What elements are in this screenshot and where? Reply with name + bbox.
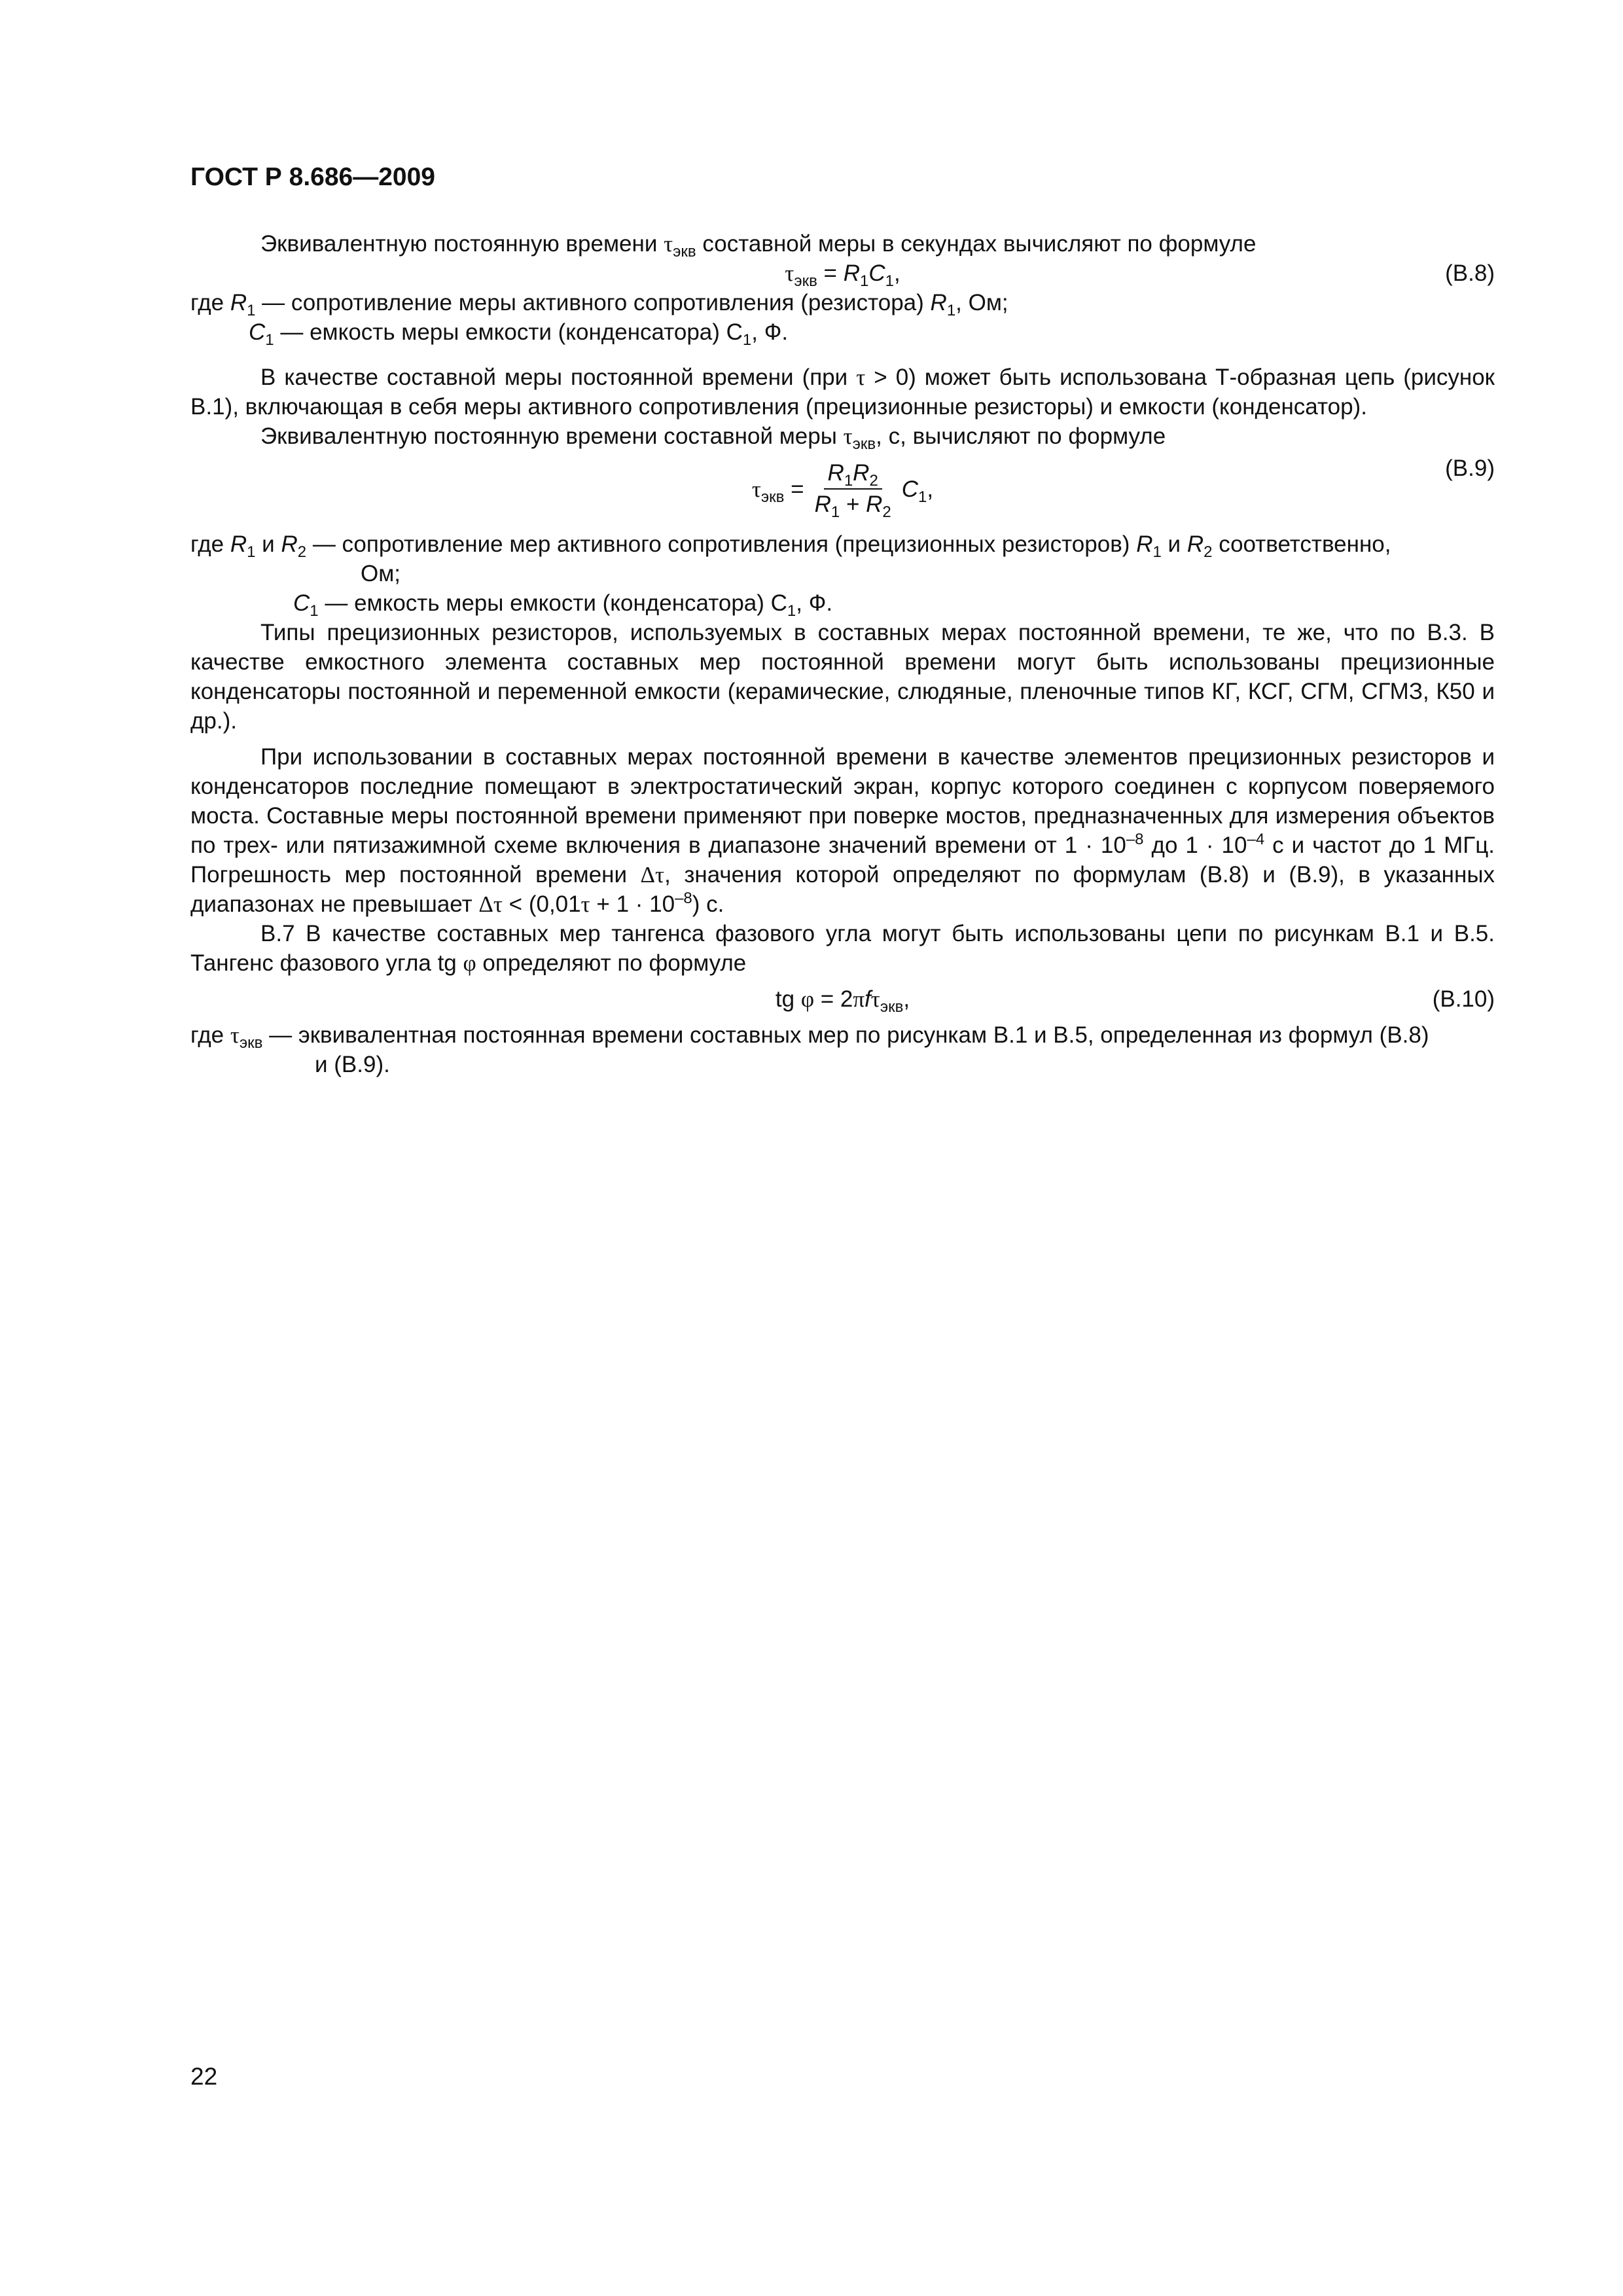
- text: , Ф.: [796, 590, 833, 616]
- symbol: C: [868, 260, 885, 286]
- tau-symbol: τ: [843, 423, 853, 449]
- where-line: [190, 1020, 1495, 1050]
- subscript: 2: [869, 472, 878, 490]
- paragraph: [190, 742, 1495, 919]
- symbol: f: [865, 986, 871, 1012]
- symbol: R: [814, 492, 831, 517]
- tau-symbol: τ: [856, 365, 866, 390]
- formula-number: (В.10): [1432, 986, 1495, 1012]
- subscript: 1: [265, 331, 274, 349]
- spacer: [190, 978, 1495, 984]
- phi-symbol: φ: [463, 950, 476, 976]
- symbol: C: [249, 319, 266, 345]
- subscript: 1: [742, 331, 752, 349]
- delta-tau-symbol: Δτ: [478, 891, 503, 917]
- subscript: 1: [247, 543, 256, 561]
- text: , Ом;: [955, 290, 1008, 315]
- superscript: –8: [1126, 831, 1144, 848]
- tau-symbol: τ: [230, 1022, 240, 1048]
- where-line: [190, 588, 1495, 618]
- symbol: C: [293, 590, 310, 616]
- text: =: [817, 260, 844, 286]
- tau-symbol: τ: [870, 986, 880, 1012]
- text: < (0,01: [502, 891, 581, 917]
- where-clause: [190, 288, 1495, 347]
- text: ,: [903, 986, 910, 1012]
- where-line: [190, 529, 1495, 559]
- text: =: [784, 476, 804, 502]
- formula-number: (В.9): [1445, 456, 1495, 481]
- symbol: R: [230, 290, 247, 315]
- subscript: экв: [852, 435, 876, 453]
- subscript: 1: [860, 272, 869, 290]
- subscript: 2: [1204, 543, 1213, 561]
- formula-lhs: [752, 475, 804, 504]
- subscript: экв: [760, 488, 785, 506]
- text: до 1 · 10: [1143, 833, 1247, 858]
- paragraph: [190, 229, 1495, 259]
- tau-symbol: τ: [580, 891, 590, 917]
- text: При использовании в составных мерах постоянной времени в качестве элементов прецизионных резисторов и конденсаторов последние помещают в электростатический экран, корпус которого соединен с корпусом поверяемого моста. Составные меры постоянной времени применяют при поверке мостов, предназначенных для измерения объектов по трех- или пятизажимной схеме включения в диапазоне значений времени от 1 · 10: [190, 744, 1495, 858]
- text: , с, вычисляют по формуле: [876, 423, 1166, 449]
- tau-symbol: τ: [785, 260, 794, 286]
- text: и: [255, 531, 281, 557]
- subscript: экв: [794, 272, 817, 290]
- text: ,: [927, 476, 934, 502]
- formula-expression: [190, 984, 1495, 1014]
- where-line: Ом;: [361, 561, 401, 586]
- symbol: C: [901, 476, 919, 502]
- text: tg: [775, 986, 801, 1012]
- text: — сопротивление мер активного сопротивления (прецизионных резисторов): [306, 531, 1137, 557]
- formula-expression: [190, 259, 1495, 288]
- tau-symbol: τ: [751, 476, 761, 502]
- symbol: R: [843, 260, 860, 286]
- text: , Ф.: [751, 319, 789, 345]
- subscript: 1: [830, 503, 840, 521]
- text: + 1 · 10: [590, 891, 675, 917]
- subscript: 1: [885, 272, 894, 290]
- fraction: [811, 458, 895, 520]
- subscript: 1: [787, 602, 796, 620]
- spacer: [190, 347, 1495, 363]
- subscript: экв: [239, 1034, 263, 1052]
- formula-b10: [190, 984, 1495, 1014]
- symbol: R: [930, 290, 947, 315]
- superscript: –4: [1247, 831, 1265, 848]
- formula-number: (В.8): [1445, 260, 1495, 286]
- where-line: и (В.9).: [315, 1052, 390, 1077]
- text: — емкость меры емкости (конденсатора) С: [318, 590, 787, 616]
- tau-symbol: τ: [664, 231, 673, 257]
- subscript: 1: [247, 302, 256, 319]
- subscript: 1: [310, 602, 319, 620]
- text: с и частот до 1 МГц. Погрешность мер постоянной времени: [190, 833, 1495, 888]
- symbol: R: [1136, 531, 1153, 557]
- where-clause: [190, 529, 1495, 618]
- text: определяют по формуле: [476, 950, 747, 976]
- delta-tau-symbol: Δτ: [640, 862, 665, 888]
- phi-symbol: φ: [800, 986, 815, 1012]
- symbol: R: [853, 460, 870, 486]
- subscript: 2: [297, 543, 307, 561]
- text: где: [190, 290, 230, 315]
- text: > 0) может быть использована Т-образная цепь (рисунок В.1), включающая в себя меры активного сопротивления (прецизионные резисторы) и емкости (конденсатор).: [190, 365, 1495, 420]
- text: где: [190, 1022, 230, 1048]
- paragraph: [190, 919, 1495, 978]
- symbol: R: [1186, 531, 1204, 557]
- subscript: 1: [918, 488, 927, 506]
- symbol: R: [866, 492, 883, 517]
- text: — емкость меры емкости (конденсатора) С: [274, 319, 743, 345]
- symbol: R: [827, 460, 844, 486]
- text: В.7 В качестве составных мер тангенса фазового угла могут быть использованы цепи по рисункам В.1 и В.5. Тангенс фазового угла tg: [190, 921, 1495, 976]
- subscript: 1: [844, 472, 853, 490]
- subscript: 1: [946, 302, 956, 319]
- subscript: 2: [882, 503, 891, 521]
- document-header: ГОСТ Р 8.686—2009: [190, 163, 435, 191]
- where-line: [190, 317, 1495, 347]
- formula-b9: [190, 454, 1495, 524]
- formula-expression: [190, 454, 1495, 524]
- text: соответственно,: [1212, 531, 1391, 557]
- text: ,: [894, 260, 901, 286]
- text: ) с.: [692, 891, 724, 917]
- page-number: 22: [190, 2063, 218, 2090]
- text: — эквивалентная постоянная времени составных мер по рисункам В.1 и В.5, определенная из формул (В.8): [262, 1022, 1429, 1048]
- text: = 2: [814, 986, 853, 1012]
- paragraph: [190, 363, 1495, 422]
- symbol: R: [281, 531, 298, 557]
- text: Эквивалентную постоянную времени составной меры: [260, 423, 844, 449]
- text: В качестве составной меры постоянной времени (при: [260, 365, 857, 390]
- text: Эквивалентную постоянную времени: [260, 231, 664, 257]
- subscript: экв: [880, 998, 904, 1016]
- spacer: [190, 1014, 1495, 1020]
- symbol: R: [230, 531, 247, 557]
- pi-symbol: π: [853, 986, 865, 1012]
- text: и: [1161, 531, 1187, 557]
- formula-b8: [190, 259, 1495, 288]
- paragraph: [190, 422, 1495, 451]
- paragraph: Типы прецизионных резисторов, используемых в составных мерах постоянной времени, те же, что по В.3. В качестве емкостного элемента составных мер постоянной времени могут быть использованы прецизионные конденсаторы постоянной и переменной емкости (керамические, слюдяные, пленочные типов КГ, КСГ, СГМ, СГМЗ, К50 и др.).: [190, 620, 1495, 734]
- fraction-denominator: [811, 490, 895, 520]
- where-clause: [190, 1020, 1495, 1079]
- where-line: [190, 288, 1495, 317]
- text: +: [840, 492, 866, 517]
- text: где: [190, 531, 230, 557]
- superscript: –8: [675, 889, 692, 907]
- document-body: [190, 229, 1495, 1079]
- fraction-numerator: [824, 458, 882, 490]
- formula-rhs: [902, 475, 933, 504]
- text: , значения которой определяют по формулам (В.8) и (В.9), в указанных диапазонах не превышает: [190, 862, 1495, 917]
- subscript: экв: [673, 243, 696, 260]
- text: — сопротивление меры активного сопротивления (резистора): [255, 290, 931, 315]
- text: составной меры в секундах вычисляют по формуле: [696, 231, 1257, 257]
- subscript: 1: [1152, 543, 1162, 561]
- spacer: [190, 736, 1495, 742]
